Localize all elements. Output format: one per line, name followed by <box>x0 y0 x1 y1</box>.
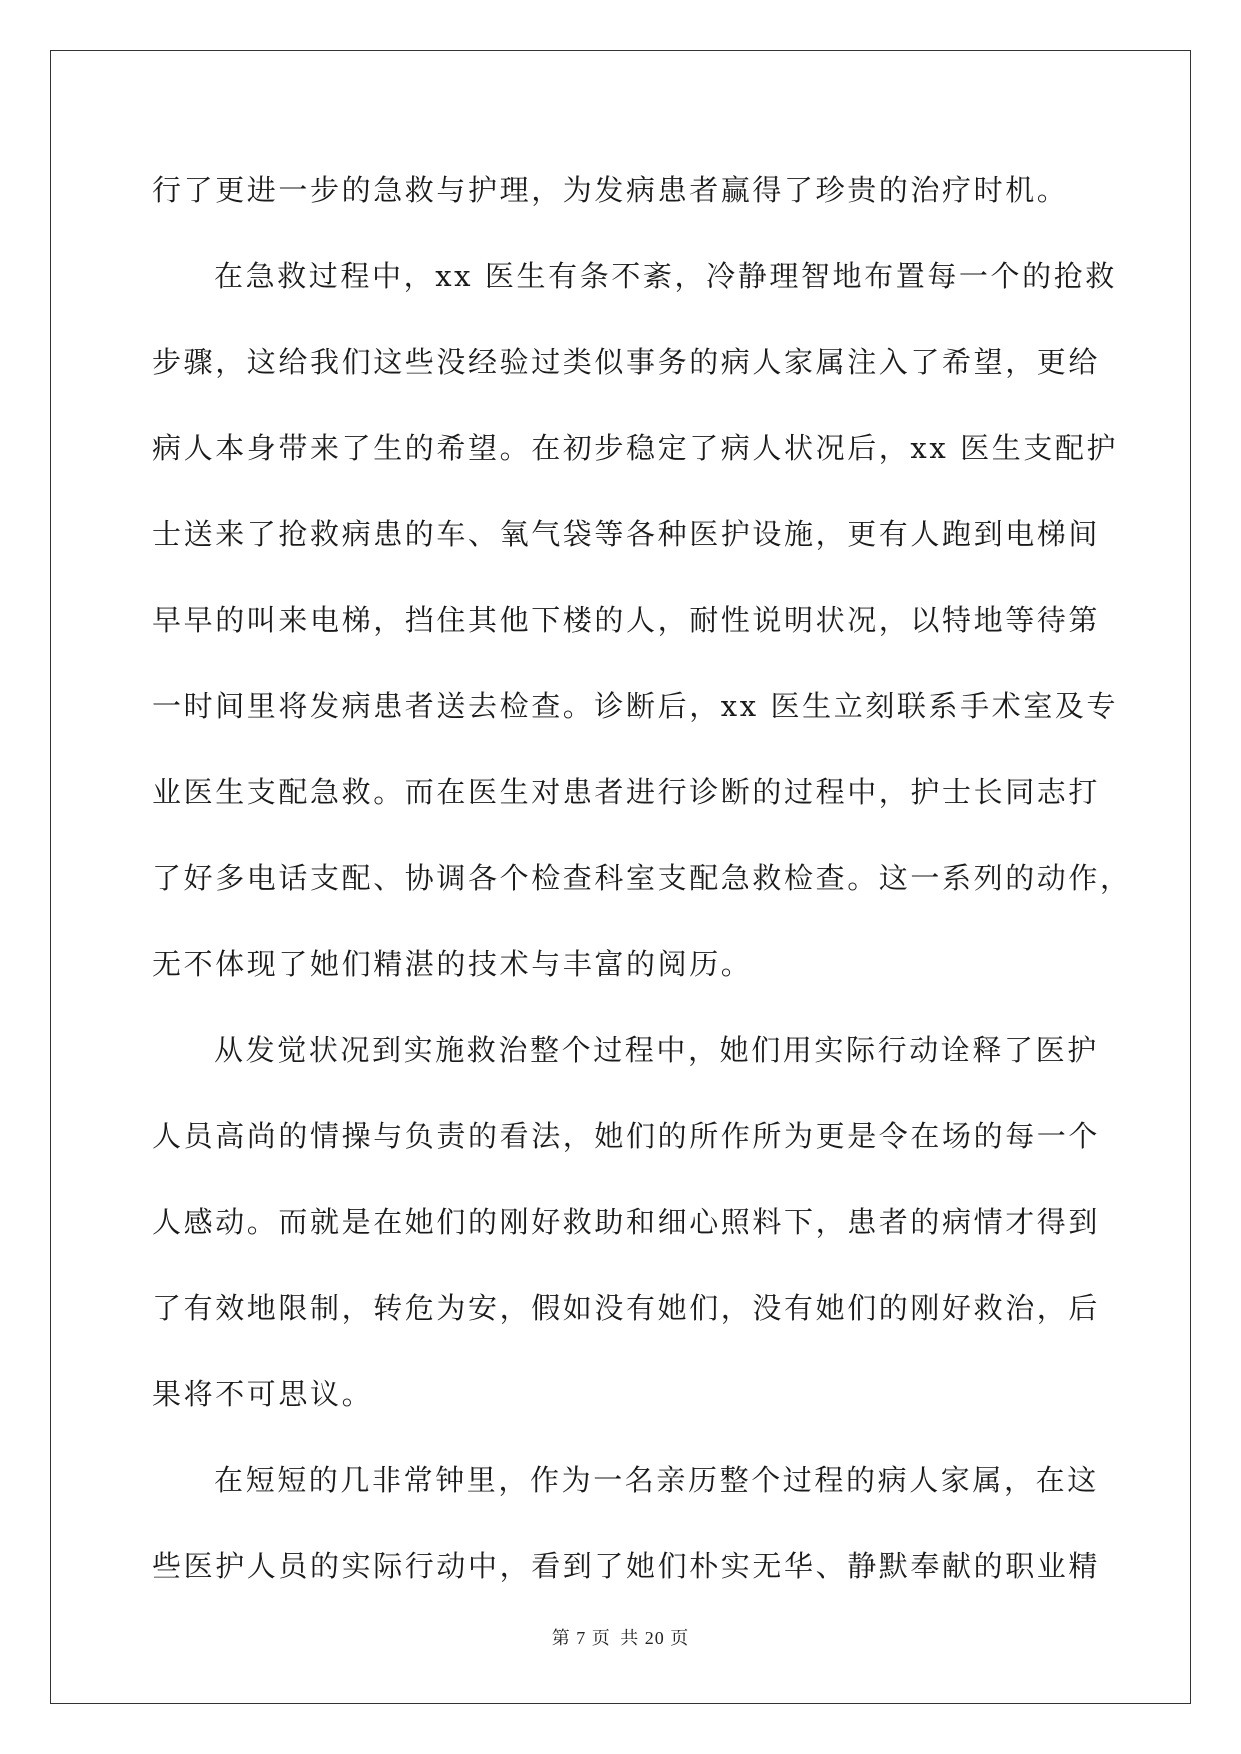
text-line: 行了更进一步的急救与护理，为发病患者赢得了珍贵的治疗时机。 <box>152 173 1069 207</box>
text-line: 病人本身带来了生的希望。在初步稳定了病人状况后，xx 医生支配护 <box>152 431 1119 465</box>
text-line: 在短短的几非常钟里，作为一名亲历整个过程的病人家属，在这 <box>214 1463 1099 1497</box>
text-line: 无不体现了她们精湛的技术与丰富的阅历。 <box>152 947 753 981</box>
document-body <box>152 155 1132 1601</box>
text-line: 些医护人员的实际行动中，看到了她们朴实无华、静默奉献的职业精 <box>152 1549 1101 1583</box>
text-line: 人员高尚的情操与负责的看法，她们的所作所为更是令在场的每一个 <box>152 1119 1101 1153</box>
text-line: 早早的叫来电梯，挡住其他下楼的人，耐性说明状况，以特地等待第 <box>152 603 1101 637</box>
page-total: 共 20 页 <box>620 1628 690 1648</box>
page-footer <box>0 1624 1241 1650</box>
text-line: 步骤，这给我们这些没经验过类似事务的病人家属注入了希望，更给 <box>152 345 1101 379</box>
text-line: 了有效地限制，转危为安，假如没有她们，没有她们的刚好救治，后 <box>152 1291 1101 1325</box>
text-line: 果将不可思议。 <box>152 1377 374 1411</box>
text-line: 人感动。而就是在她们的刚好救助和细心照料下，患者的病情才得到 <box>152 1205 1101 1239</box>
text-line: 业医生支配急救。而在医生对患者进行诊断的过程中，护士长同志打 <box>152 775 1101 809</box>
text-line: 在急救过程中，xx 医生有条不紊，冷静理智地布置每一个的抢救 <box>214 259 1117 293</box>
text-line: 一时间里将发病患者送去检查。诊断后，xx 医生立刻联系手术室及专 <box>152 689 1119 723</box>
text-line: 从发觉状况到实施救治整个过程中，她们用实际行动诠释了医护 <box>214 1033 1099 1067</box>
page-number: 第 7 页 <box>551 1628 611 1648</box>
text-line: 了好多电话支配、协调各个检查科室支配急救检查。这一系列的动作， <box>152 861 1132 895</box>
text-line: 士送来了抢救病患的车、氧气袋等各种医护设施，更有人跑到电梯间 <box>152 517 1101 551</box>
